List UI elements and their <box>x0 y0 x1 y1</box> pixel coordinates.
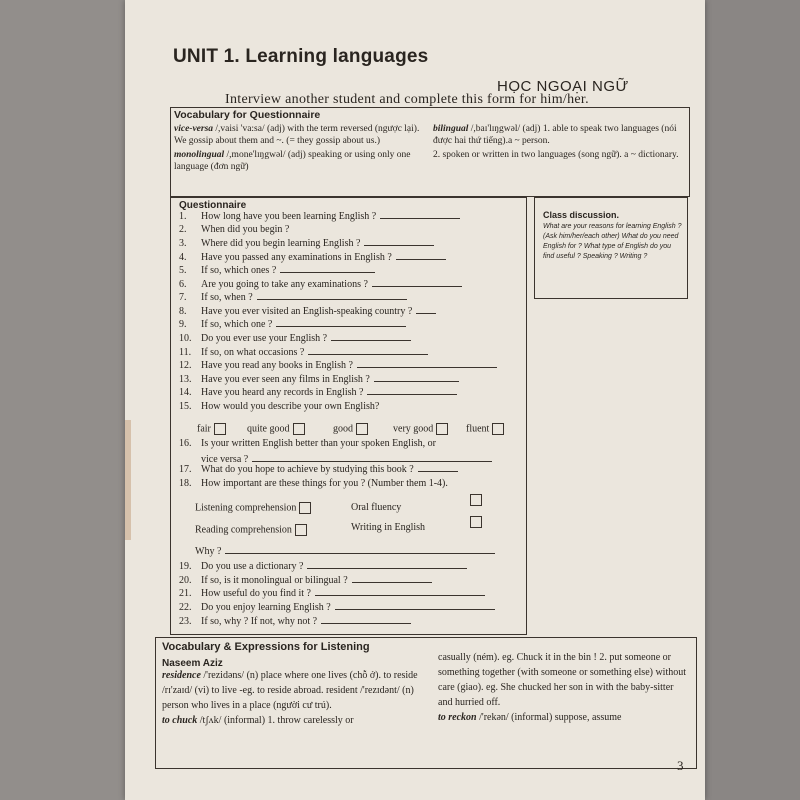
background-right <box>700 0 800 800</box>
option-oral-fluency <box>351 502 401 513</box>
answer-line[interactable] <box>357 366 497 368</box>
question-text: Where did you begin learning English ? <box>201 238 361 249</box>
answer-line[interactable] <box>396 258 446 260</box>
question-item <box>179 561 467 572</box>
vocab-definition: /'rekən/ (informal) suppose, assume <box>479 712 622 723</box>
question-number: 21. <box>179 588 192 599</box>
answer-line[interactable] <box>257 298 407 300</box>
question-text: How would you describe your own English? <box>201 401 380 412</box>
question-number: 23. <box>179 616 192 627</box>
question-item <box>179 438 436 449</box>
question-number: 17. <box>179 464 192 475</box>
vocab-term: vice-versa <box>174 124 214 134</box>
answer-line[interactable] <box>367 393 457 395</box>
q16-continuation <box>201 454 492 465</box>
question-text: If so, why ? If not, why not ? <box>201 616 318 627</box>
listening-vocab-box <box>155 637 697 769</box>
listening-col-left <box>162 668 420 728</box>
checkbox[interactable] <box>470 494 482 506</box>
book-page <box>125 0 705 800</box>
vietnamese-title: HỌC NGOẠI NGỮ <box>497 78 629 95</box>
question-item <box>179 279 462 290</box>
question-number: 1. <box>179 211 187 222</box>
instruction: Interview another student and complete this form for him/her. <box>225 92 589 107</box>
question-item <box>179 333 411 344</box>
question-item <box>179 387 457 398</box>
answer-line[interactable] <box>374 380 459 382</box>
question-item <box>179 252 446 263</box>
answer-line[interactable] <box>252 460 492 462</box>
question-item <box>179 374 459 385</box>
option-very-good <box>393 423 448 435</box>
question-number: 20. <box>179 575 192 586</box>
question-number: 16. <box>179 438 192 449</box>
question-text: If so, when ? <box>201 292 253 303</box>
question-text: How important are these things for you ? (Number them 1-4). <box>201 478 448 489</box>
vocab-definition: /,mone'lɪŋgwəl/ (adj) speaking or using only one language (đơn ngữ) <box>174 150 411 172</box>
q18-why <box>195 546 495 557</box>
question-number: 2. <box>179 224 187 235</box>
vocab-definition: /,baɪ'lɪŋgwəl/ (adj) 1. able to speak two languages (nói được hai thứ tiếng).a ~ person. <box>433 124 677 146</box>
listening-col-right <box>438 650 690 725</box>
vocab-definition: /tʃʌk/ (informal) 1. throw carelessly or <box>199 715 354 726</box>
checkbox[interactable] <box>299 502 311 514</box>
class-discussion-title: Class discussion. <box>543 210 620 220</box>
option-label: Oral fluency <box>351 502 402 513</box>
option-label: very good <box>393 423 434 435</box>
answer-line[interactable] <box>372 285 462 287</box>
vocab-entry-monolingual <box>174 149 424 173</box>
question-number: 7. <box>179 292 187 303</box>
why-label: Why ? <box>195 546 222 557</box>
question-text: If so, which one ? <box>201 319 273 330</box>
answer-line[interactable] <box>331 339 411 341</box>
question-number: 13. <box>179 374 192 385</box>
unit-title: UNIT 1. Learning languages <box>173 46 429 67</box>
question-text: Have you ever seen any films in English ? <box>201 374 370 385</box>
checkbox[interactable] <box>295 524 307 536</box>
question-number: 14. <box>179 387 192 398</box>
question-number: 8. <box>179 306 187 317</box>
option-label: good <box>333 423 353 435</box>
question-text: If so, is it monolingual or bilingual ? <box>201 575 348 586</box>
checkbox[interactable] <box>214 423 226 435</box>
question-text: Have you read any books in English ? <box>201 360 353 371</box>
vocab-term: to reckon <box>438 712 477 723</box>
background-left <box>0 0 130 800</box>
answer-line[interactable] <box>308 353 428 355</box>
question-item <box>179 238 434 249</box>
vocab-entry-bilingual-2: 2. spoken or written in two languages (song ngữ). a ~ dictionary. <box>433 150 679 160</box>
question-text: What do you hope to achieve by studying this book ? <box>201 464 414 475</box>
option-quite-good <box>247 423 305 435</box>
option-fair <box>197 423 226 435</box>
question-number: 11. <box>179 347 192 358</box>
vocab-col-right <box>433 123 683 163</box>
question-text: How useful do you find it ? <box>201 588 311 599</box>
option-fluent <box>466 423 504 435</box>
vocab-entry-vice-versa <box>174 123 424 147</box>
question-text: Are you going to take any examinations ? <box>201 279 368 290</box>
question-item <box>179 224 289 235</box>
vocab-term: bilingual <box>433 124 469 134</box>
question-number: 18. <box>179 478 192 489</box>
question-text: Do you ever use your English ? <box>201 333 328 344</box>
answer-line[interactable] <box>364 244 434 246</box>
entry-residence <box>162 668 420 713</box>
answer-line[interactable] <box>225 552 495 554</box>
vocab-term: monolingual <box>174 150 225 160</box>
question-text: Have you heard any records in English ? <box>201 387 364 398</box>
questionnaire-title: Questionnaire <box>179 200 247 211</box>
q16-cont-text: vice versa ? <box>201 454 249 465</box>
answer-line[interactable] <box>315 594 485 596</box>
vocab-definition: /'rezidəns/ (n) place where one lives (chỗ ở). to reside /rɪ'zaɪd/ (vi) to live -eg. to reside abroad. resident /'rezɪdənt/ (n) person who lives in a place (người cư trú). <box>162 670 418 711</box>
question-item <box>179 602 495 613</box>
answer-line[interactable] <box>418 470 458 472</box>
question-item <box>179 575 432 586</box>
option-label: Writing in English <box>351 522 426 533</box>
question-number: 9. <box>179 319 187 330</box>
question-text: When did you begin ? <box>201 224 290 235</box>
class-discussion-text: What are your reasons for learning English ? (Ask him/her/each other) What do you need English for ? What type of English do you find useful ? Speaking ? Writing ? <box>543 223 682 260</box>
option-writing <box>351 522 425 533</box>
answer-line[interactable] <box>352 581 432 583</box>
option-listening <box>195 502 311 514</box>
question-number: 3. <box>179 238 187 249</box>
question-text: Do you use a dictionary ? <box>201 561 304 572</box>
listening-title: Vocabulary & Expressions for Listening <box>162 641 370 653</box>
question-number: 6. <box>179 279 187 290</box>
answer-line[interactable] <box>416 312 436 314</box>
option-label: quite good <box>247 423 290 435</box>
question-text: Do you enjoy learning English ? <box>201 602 331 613</box>
question-item <box>179 464 458 475</box>
option-reading <box>195 524 307 536</box>
option-label: Reading comprehension <box>195 524 292 536</box>
question-item <box>179 211 460 222</box>
vocab-entry-bilingual <box>433 123 683 147</box>
checkbox-oral-fluency <box>467 494 482 506</box>
vocab-term: to chuck <box>162 715 198 726</box>
vocab-questionnaire-box <box>170 107 690 197</box>
answer-line[interactable] <box>280 271 375 273</box>
question-item <box>179 347 428 358</box>
question-number: 19. <box>179 561 192 572</box>
entry-chuck <box>162 713 420 728</box>
question-item <box>179 588 485 599</box>
option-label: Listening comprehension <box>195 502 297 514</box>
class-discussion-box <box>534 197 688 299</box>
page-number: 3 <box>677 758 684 773</box>
question-text: Have you passed any examinations in English ? <box>201 252 392 263</box>
vocab-box-title: Vocabulary for Questionnaire <box>174 109 321 121</box>
question-text: If so, on what occasions ? <box>201 347 305 358</box>
questionnaire-box <box>170 197 527 635</box>
checkbox-writing <box>467 516 482 528</box>
question-item <box>179 292 407 303</box>
question-number: 4. <box>179 252 187 263</box>
entry-chuck-cont: casually (ném). eg. Chuck it in the bin ! 2. put someone or something together (with someone or something else) without care (giao). eg. She chucked her son in with the baby-sitter and hurried off. <box>438 652 687 708</box>
checkbox[interactable] <box>356 423 368 435</box>
answer-line[interactable] <box>276 325 406 327</box>
question-item <box>179 478 448 489</box>
option-good <box>333 423 368 435</box>
question-number: 12. <box>179 360 192 371</box>
question-item <box>179 319 406 330</box>
vocab-definition: /,vaisi 'va:sa/ (adj) with the term reversed (ngược lại). We gossip about them and ~. (= they gossip about us.) <box>174 124 420 146</box>
answer-line[interactable] <box>380 217 460 219</box>
question-number: 5. <box>179 265 187 276</box>
page-stain <box>125 420 131 540</box>
answer-line[interactable] <box>335 608 495 610</box>
answer-line[interactable] <box>307 567 467 569</box>
question-item <box>179 616 411 627</box>
option-label: fair <box>197 423 211 435</box>
entry-reckon <box>438 710 690 725</box>
checkbox[interactable] <box>470 516 482 528</box>
question-number: 22. <box>179 602 192 613</box>
checkbox[interactable] <box>436 423 448 435</box>
question-text: Is your written English better than your spoken English, or <box>201 438 436 449</box>
question-item <box>179 360 497 371</box>
question-text: If so, which ones ? <box>201 265 277 276</box>
speaker-name: Naseem Aziz <box>162 658 223 669</box>
checkbox[interactable] <box>492 423 504 435</box>
question-number: 10. <box>179 333 192 344</box>
vocab-term: residence <box>162 670 201 681</box>
question-item <box>179 265 375 276</box>
question-text: Have you ever visited an English-speaking country ? <box>201 306 413 317</box>
question-item <box>179 306 436 317</box>
checkbox[interactable] <box>293 423 305 435</box>
vocab-col-left <box>174 123 424 175</box>
question-item <box>179 401 379 412</box>
answer-line[interactable] <box>321 622 411 624</box>
question-text: How long have you been learning English ? <box>201 211 377 222</box>
question-number: 15. <box>179 401 192 412</box>
option-label: fluent <box>466 423 490 435</box>
